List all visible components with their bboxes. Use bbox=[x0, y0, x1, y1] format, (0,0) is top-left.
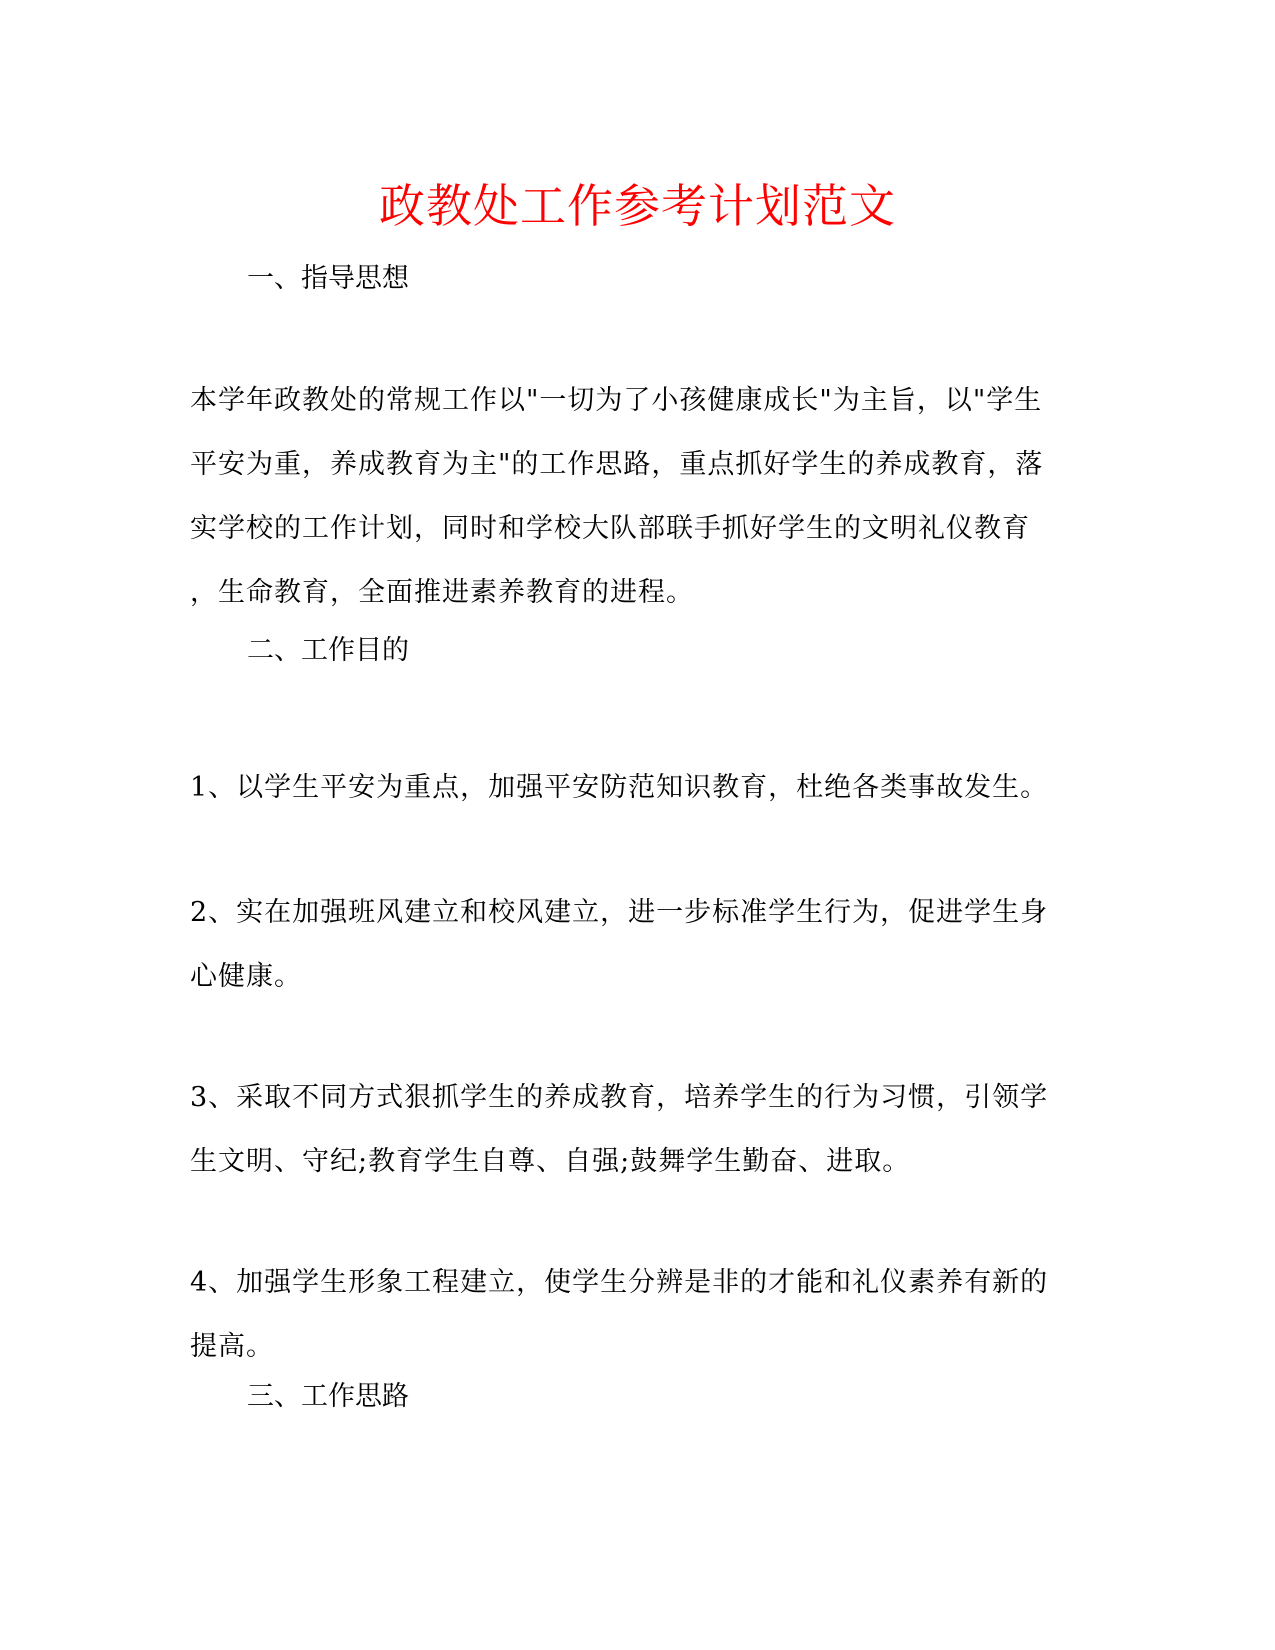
paragraph-line: 3、采取不同方式狠抓学生的养成教育，培养学生的行为习惯，引领学 bbox=[190, 1082, 1049, 1113]
paragraph-line: 心健康。 bbox=[190, 961, 302, 992]
paragraph-guiding-thought bbox=[190, 369, 1090, 625]
paragraph-line: 提高。 bbox=[190, 1331, 274, 1362]
goal-item-4 bbox=[190, 1251, 1090, 1379]
section-heading-work-approach: 三、工作思路 bbox=[247, 1381, 409, 1412]
paragraph-line: 2、实在加强班风建立和校风建立，进一步标准学生行为，促进学生身 bbox=[190, 897, 1049, 928]
paragraph-line: 本学年政教处的常规工作以"一切为了小孩健康成长"为主旨，以"学生 bbox=[190, 385, 1043, 416]
paragraph-line: ，生命教育，全面推进素养教育的进程。 bbox=[190, 577, 694, 608]
section-heading-guiding-thought: 一、指导思想 bbox=[247, 263, 409, 294]
goal-item-1 bbox=[190, 756, 1090, 820]
paragraph-line: 4、加强学生形象工程建立，使学生分辨是非的才能和礼仪素养有新的 bbox=[190, 1267, 1049, 1298]
paragraph-line: 生文明、守纪;教育学生自尊、自强;鼓舞学生勤奋、进取。 bbox=[190, 1146, 911, 1177]
paragraph-line: 实学校的工作计划，同时和学校大队部联手抓好学生的文明礼仪教育 bbox=[190, 513, 1030, 544]
document-title: 政教处工作参考计划范文 bbox=[379, 179, 896, 233]
paragraph-line: 1、以学生平安为重点，加强平安防范知识教育，杜绝各类事故发生。 bbox=[190, 772, 1049, 803]
paragraph-line: 平安为重，养成教育为主"的工作思路，重点抓好学生的养成教育，落 bbox=[190, 449, 1044, 480]
goal-item-3 bbox=[190, 1066, 1090, 1194]
section-heading-work-goals: 二、工作目的 bbox=[247, 635, 409, 666]
goal-item-2 bbox=[190, 881, 1090, 1009]
